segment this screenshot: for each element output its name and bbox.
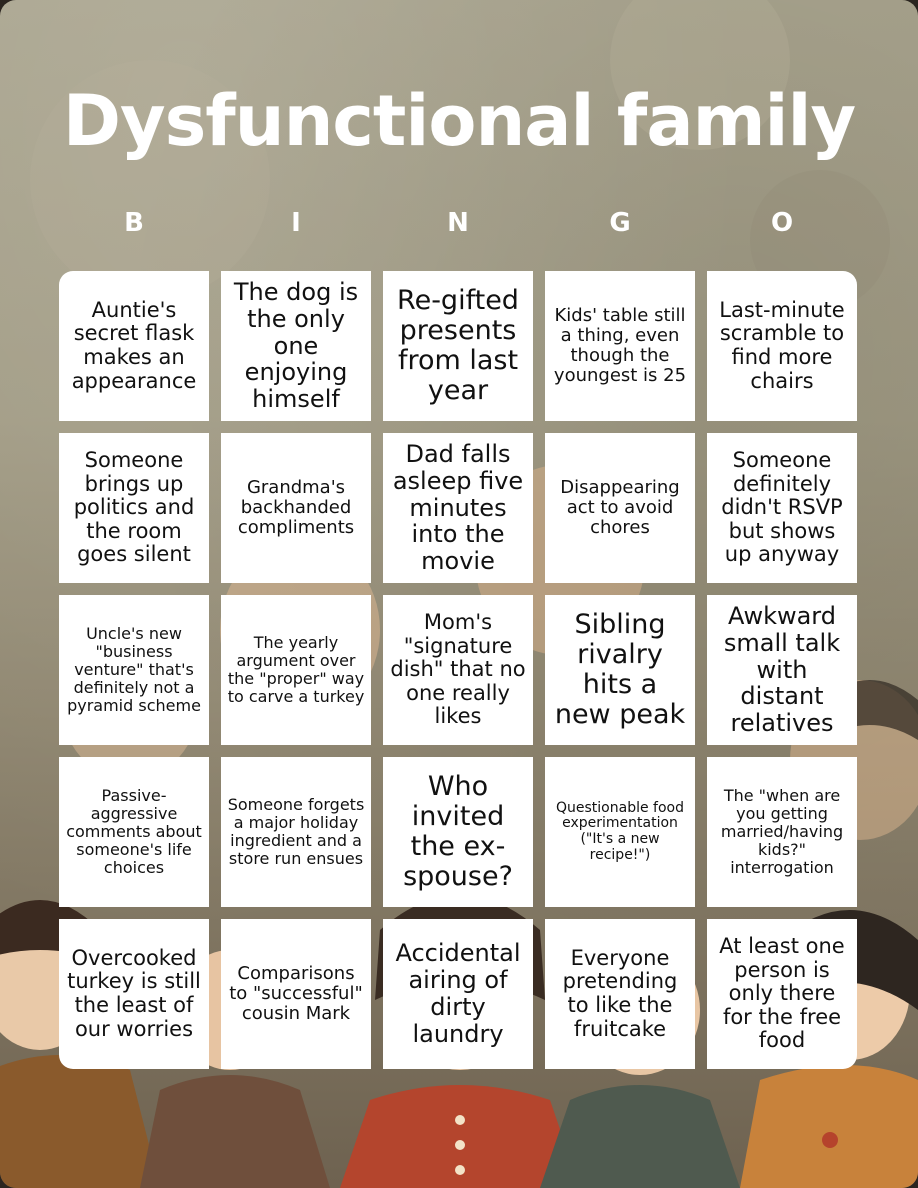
bingo-cell-text: Kids' table still a thing, even though the youngest is 25 [553, 304, 687, 387]
bingo-header [59, 208, 859, 248]
bingo-cell-text: Dad falls asleep five minutes into the movie [392, 439, 524, 576]
header-letter-g: G [609, 208, 631, 238]
bingo-cell-text: Accidental airing of dirty laundry [395, 939, 521, 1048]
bingo-cell-text: Uncle's new "business venture" that's definitely not a pyramid scheme [67, 624, 201, 715]
bingo-cell-text: Awkward small talk with distant relatives [723, 601, 841, 738]
bingo-cell[interactable] [221, 595, 371, 745]
bingo-cell[interactable] [221, 757, 371, 907]
bingo-cell[interactable] [545, 433, 695, 583]
bingo-cell-text: Auntie's secret flask makes an appearance [71, 297, 197, 393]
bingo-cell[interactable] [545, 271, 695, 421]
bingo-cell-text: Re-gifted presents from last year [397, 284, 519, 407]
bingo-cell-text: Everyone pretending to like the fruitcake [562, 945, 678, 1041]
bingo-cell-text: At least one person is only there for the free food [719, 934, 845, 1053]
bingo-cell-text: Last-minute scramble to find more chairs [719, 297, 845, 393]
bingo-cell-text: Mom's "signature dish" that no one really likes [390, 610, 526, 729]
bingo-cell[interactable] [707, 433, 857, 583]
header-letter-o: O [770, 208, 794, 238]
bingo-cell-text: Disappearing act to avoid chores [560, 476, 680, 539]
bingo-cell[interactable] [707, 757, 857, 907]
bingo-cell-text: Grandma's backhanded compliments [237, 476, 355, 539]
bingo-cell[interactable] [707, 919, 857, 1069]
bingo-cell[interactable] [59, 757, 209, 907]
header-letter-b: B [124, 208, 144, 238]
bingo-cell[interactable] [707, 271, 857, 421]
bingo-cell[interactable] [383, 757, 533, 907]
bingo-cell-text: Someone forgets a major holiday ingredient and a store run ensues [227, 795, 365, 868]
bingo-cell[interactable] [59, 919, 209, 1069]
bingo-cell[interactable] [221, 271, 371, 421]
page-title: Dysfunctional family [62, 80, 856, 162]
bingo-cell-text: The "when are you getting married/having kids?" interrogation [720, 786, 844, 877]
bingo-cell[interactable] [545, 757, 695, 907]
bingo-cell[interactable] [383, 433, 533, 583]
bingo-cell[interactable] [221, 919, 371, 1069]
bingo-cell-text: Overcooked turkey is still the least of our worries [67, 945, 201, 1041]
bingo-cell[interactable] [383, 271, 533, 421]
bingo-cell-text: Passive-aggressive comments about someone's life choices [66, 786, 202, 877]
bingo-cell[interactable] [59, 271, 209, 421]
bingo-cell[interactable] [545, 919, 695, 1069]
bingo-grid [59, 271, 857, 1069]
bingo-cell-text: Someone definitely didn't RSVP but shows up anyway [721, 448, 843, 567]
bingo-cell-text: Who invited the ex-spouse? [403, 770, 513, 893]
bingo-cell-text: The yearly argument over the "proper" way to carve a turkey [227, 633, 365, 706]
header-letter-i: I [291, 208, 301, 238]
bingo-cell-text: The dog is the only one enjoying himself [233, 277, 359, 414]
bingo-cell-text: Comparisons to "successful" cousin Mark [229, 962, 363, 1025]
bingo-cell-text: Someone brings up politics and the room goes silent [73, 448, 195, 567]
bingo-cell[interactable] [59, 433, 209, 583]
bingo-cell-text: Sibling rivalry hits a new peak [554, 608, 686, 731]
bingo-cell-text: Questionable food experimentation ("It's a new recipe!") [556, 799, 684, 863]
bingo-cell[interactable] [59, 595, 209, 745]
header-letter-n: N [447, 208, 469, 238]
bingo-cell[interactable] [707, 595, 857, 745]
bingo-cell[interactable] [383, 595, 533, 745]
bingo-cell[interactable] [383, 919, 533, 1069]
bingo-cell[interactable] [545, 595, 695, 745]
bingo-cell[interactable] [221, 433, 371, 583]
